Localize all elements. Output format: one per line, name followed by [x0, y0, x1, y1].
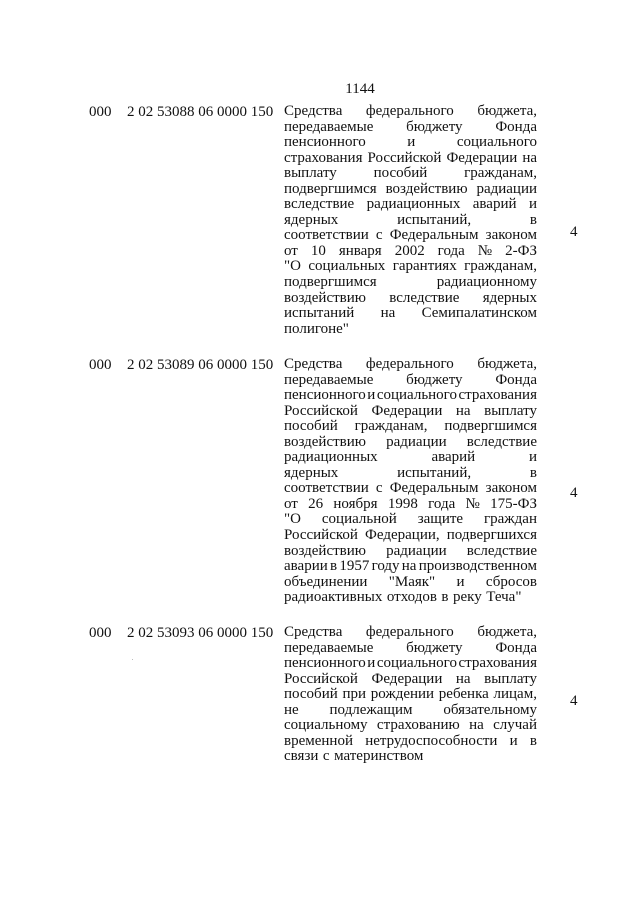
description-word: федерального: [365, 624, 454, 640]
description-word: году: [371, 558, 400, 575]
description-line: [284, 497, 537, 513]
description-word: материнством: [334, 748, 424, 765]
description-word: ребенка: [438, 686, 489, 703]
description-word: 2-ФЗ: [505, 242, 537, 259]
description-line: [284, 512, 537, 528]
description-word: Теча": [486, 589, 522, 606]
description-word: подвергшимся: [284, 274, 377, 291]
description-word: рождении: [370, 686, 435, 703]
description-line: [284, 687, 537, 703]
description-word: вследствие: [389, 289, 460, 306]
description-word: испытаний: [284, 305, 355, 322]
description-word: гражданам,: [354, 418, 428, 435]
description-word: бюджета,: [477, 103, 537, 119]
description-word: 1957: [339, 558, 370, 575]
description-word: и: [367, 655, 376, 672]
description-line: [284, 528, 537, 544]
description-word: подвергшимся: [444, 418, 537, 435]
description-line: [284, 322, 537, 338]
description-word: 10: [310, 242, 326, 259]
description-word: испытаний,: [397, 211, 472, 228]
description-line: [284, 197, 537, 213]
admin-code: 000: [89, 357, 112, 373]
description-word: и: [456, 573, 465, 590]
description-line: [284, 656, 537, 672]
description-line: [284, 135, 537, 151]
description-word: при: [342, 686, 367, 703]
description-word: социального: [456, 134, 537, 151]
description-word: радиации: [386, 542, 447, 559]
amount: 4: [570, 485, 578, 501]
description-word: от: [284, 495, 298, 512]
description-word: законом: [485, 480, 537, 497]
description-word: в: [330, 558, 338, 575]
description-word: сбросов: [485, 573, 537, 590]
income-description: [284, 104, 537, 337]
description-line: [284, 259, 537, 275]
description-word: пособий: [284, 686, 338, 703]
description-word: бюджету: [406, 371, 463, 388]
description-word: передаваемые: [284, 639, 374, 656]
description-word: связи: [284, 748, 319, 765]
description-word: в: [529, 732, 537, 749]
description-line: [284, 641, 537, 657]
admin-code: 000: [89, 104, 112, 120]
description-word: радиационных: [284, 449, 378, 466]
description-word: №: [465, 495, 480, 512]
description-word: года: [437, 242, 465, 259]
description-word: Федерации: [371, 402, 443, 419]
description-line: [284, 544, 537, 560]
description-word: пенсионного: [284, 134, 366, 151]
description-word: ядерных: [482, 289, 537, 306]
description-line: [284, 481, 537, 497]
description-line: [284, 104, 537, 120]
description-word: 175-ФЗ: [490, 495, 537, 512]
description-line: [284, 450, 537, 466]
amount: 4: [570, 224, 578, 240]
description-word: случай: [493, 717, 537, 734]
description-word: объединении: [284, 573, 368, 590]
description-word: и: [528, 196, 537, 213]
description-word: в: [529, 464, 537, 481]
description-word: пенсионного: [284, 387, 366, 404]
description-line: [284, 404, 537, 420]
description-word: выплату: [284, 165, 337, 182]
description-word: Федерации,: [365, 527, 440, 544]
budget-classification-code: 2 02 53088 06 0000 150: [127, 104, 274, 120]
income-description: [284, 625, 537, 765]
description-word: аварий: [431, 449, 476, 466]
description-line: [284, 672, 537, 688]
description-word: Федерации: [446, 149, 518, 166]
description-word: нетрудоспособности: [365, 732, 498, 749]
description-word: гражданам,: [464, 165, 537, 182]
description-word: полигоне": [284, 320, 349, 337]
description-word: на: [455, 402, 471, 419]
description-word: Фонда: [495, 639, 537, 656]
page-number: 1144: [345, 81, 375, 97]
description-word: №: [477, 242, 493, 259]
description-line: [284, 213, 537, 229]
description-line: [284, 419, 537, 435]
description-word: производственном: [418, 558, 537, 575]
description-line: [284, 625, 537, 641]
description-word: на: [469, 717, 484, 734]
description-word: радиации: [386, 433, 447, 450]
description-word: в: [529, 211, 537, 228]
description-line: [284, 244, 537, 260]
description-word: соответствии: [284, 480, 369, 497]
description-word: отходов: [386, 589, 437, 606]
description-word: пенсионного: [284, 655, 366, 672]
description-word: и: [407, 134, 416, 151]
description-word: "Маяк": [388, 573, 436, 590]
description-line: [284, 275, 537, 291]
description-line: [284, 166, 537, 182]
description-word: пособий: [284, 418, 338, 435]
description-word: с: [375, 480, 383, 497]
description-word: выплату: [484, 670, 537, 687]
description-word: испытаний,: [397, 464, 472, 481]
description-word: федерального: [365, 103, 454, 119]
description-word: на: [455, 670, 471, 687]
description-word: социального: [376, 387, 457, 404]
description-word: федерального: [365, 356, 454, 372]
description-line: [284, 291, 537, 307]
description-word: января: [338, 242, 382, 259]
description-line: [284, 749, 537, 765]
description-word: воздействию: [284, 542, 366, 559]
description-word: Федеральным: [389, 227, 479, 244]
budget-classification-code: 2 02 53089 06 0000 150: [127, 357, 274, 373]
description-word: не: [284, 701, 299, 718]
description-word: подлежащим: [329, 701, 413, 718]
description-word: социальной: [321, 511, 397, 528]
description-word: с: [322, 748, 330, 765]
description-line: [284, 718, 537, 734]
description-line: [284, 734, 537, 750]
description-word: года: [428, 495, 456, 512]
description-word: пособий: [373, 165, 428, 182]
description-word: и: [367, 387, 376, 404]
description-word: передаваемые: [284, 118, 374, 135]
description-word: Российской: [284, 670, 358, 687]
description-word: лицам,: [493, 686, 537, 703]
description-word: и: [509, 732, 518, 749]
income-description: [284, 357, 537, 606]
description-word: бюджета,: [477, 624, 537, 640]
description-word: законом: [485, 227, 537, 244]
description-word: гражданам,: [464, 258, 537, 275]
description-word: защите: [417, 511, 464, 528]
description-word: бюджета,: [477, 356, 537, 372]
description-word: аварий: [472, 196, 517, 213]
description-line: [284, 228, 537, 244]
description-line: [284, 703, 537, 719]
description-word: вследствие: [466, 542, 537, 559]
description-word: радиоактивных: [284, 589, 383, 606]
description-word: с: [375, 227, 383, 244]
description-word: подвергшихся: [446, 527, 537, 544]
amount: 4: [570, 693, 578, 709]
description-word: временной: [284, 732, 353, 749]
description-word: 26: [308, 495, 324, 512]
description-word: 1998: [387, 495, 418, 512]
description-word: Средства: [284, 356, 343, 372]
description-word: радиационному: [436, 274, 537, 291]
description-line: [284, 373, 537, 389]
description-word: бюджету: [406, 118, 463, 135]
description-line: [284, 575, 537, 591]
description-word: на: [522, 149, 537, 166]
description-word: Средства: [284, 103, 343, 119]
description-word: вследствие: [466, 433, 537, 450]
description-line: [284, 559, 537, 575]
description-word: аварии: [284, 558, 328, 575]
description-line: [284, 590, 537, 606]
description-word: граждан: [484, 511, 537, 528]
description-word: гарантиях: [392, 258, 457, 275]
description-word: Фонда: [495, 371, 537, 388]
budget-classification-code: 2 02 53093 06 0000 150: [127, 625, 274, 641]
description-word: и: [528, 449, 537, 466]
description-word: реку: [453, 589, 482, 606]
description-word: на: [401, 558, 417, 575]
description-word: Федерации: [371, 670, 443, 687]
scan-speck: [132, 659, 133, 660]
description-word: Российской: [284, 527, 358, 544]
description-word: подвергшимся: [284, 180, 377, 197]
description-word: на: [380, 305, 396, 322]
description-word: страхования: [458, 655, 537, 672]
description-word: радиации: [476, 180, 537, 197]
description-word: Средства: [284, 624, 343, 640]
description-word: социальных: [308, 258, 386, 275]
description-line: [284, 151, 537, 167]
description-word: ядерных: [284, 211, 339, 228]
admin-code: 000: [89, 625, 112, 641]
description-word: бюджету: [406, 639, 463, 656]
description-word: "О: [284, 511, 301, 528]
description-word: воздействию: [284, 433, 366, 450]
description-line: [284, 182, 537, 198]
description-word: 2002: [394, 242, 425, 259]
description-word: выплату: [484, 402, 537, 419]
description-word: воздействию: [284, 289, 366, 306]
description-word: страхования: [284, 149, 363, 166]
description-word: Фонда: [495, 118, 537, 135]
description-word: ядерных: [284, 464, 339, 481]
description-word: от: [284, 242, 298, 259]
description-word: Федеральным: [389, 480, 479, 497]
description-word: радиационных: [366, 196, 461, 213]
description-word: Российской: [284, 402, 358, 419]
description-word: страхования: [458, 387, 537, 404]
description-line: [284, 120, 537, 136]
description-line: [284, 435, 537, 451]
description-word: обязательному: [443, 701, 537, 718]
description-word: вследствие: [284, 196, 355, 213]
description-word: страхованию: [376, 717, 460, 734]
description-line: [284, 466, 537, 482]
description-line: [284, 306, 537, 322]
description-line: [284, 388, 537, 404]
description-word: передаваемые: [284, 371, 374, 388]
description-word: ноября: [333, 495, 378, 512]
description-word: социального: [376, 655, 457, 672]
description-word: Семипалатинском: [421, 305, 537, 322]
description-line: [284, 357, 537, 373]
description-word: Российской: [367, 149, 442, 166]
description-word: воздействию: [385, 180, 468, 197]
description-word: социальному: [284, 717, 368, 734]
description-word: "О: [284, 258, 301, 275]
description-word: в: [441, 589, 449, 606]
description-word: соответствии: [284, 227, 369, 244]
